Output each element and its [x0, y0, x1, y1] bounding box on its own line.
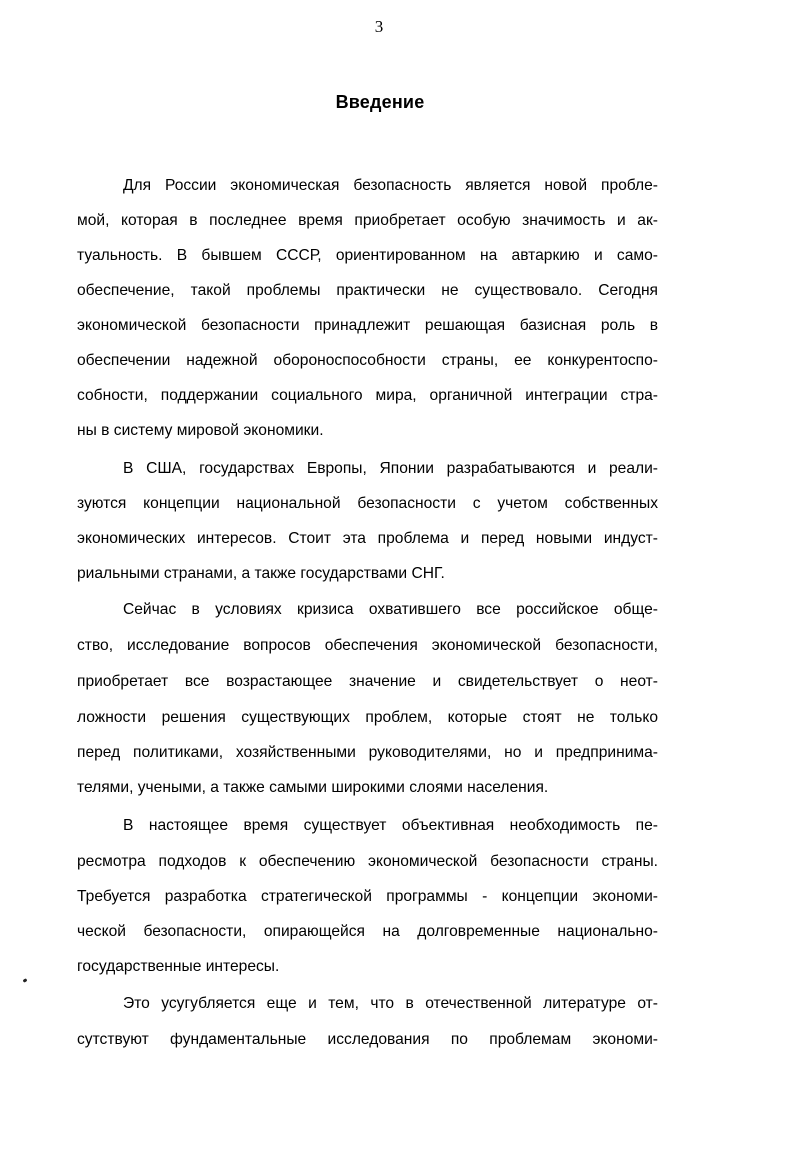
- text-line: ресмотра подходов к обеспечению экономической безопасности страны.: [77, 853, 658, 870]
- text-line: Сейчас в условиях кризиса охватившего все российское обще-: [123, 601, 658, 618]
- text-line: сутствуют фундаментальные исследования по проблемам экономи-: [77, 1031, 658, 1048]
- text-line: туальность. В бывшем СССР, ориентированном на автаркию и само-: [77, 247, 658, 264]
- page-title: Введение: [335, 92, 425, 112]
- text-line: экономической безопасности принадлежит решающая базисная роль в: [77, 317, 658, 334]
- text-line: В настоящее время существует объективная необходимость пе-: [123, 817, 658, 834]
- text-line: ство, исследование вопросов обеспечения экономической безопасности,: [77, 637, 658, 654]
- text-line: собности, поддержании социального мира, органичной интеграции стра-: [77, 387, 658, 404]
- text-line: экономических интересов. Стоит эта проблема и перед новыми индуст-: [77, 530, 658, 547]
- scan-speck: [23, 978, 28, 983]
- text-line: перед политиками, хозяйственными руководителями, но и предпринима-: [77, 744, 658, 761]
- text-line: ческой безопасности, опирающейся на долговременные национально-: [77, 923, 658, 940]
- text-line: зуются концепции национальной безопасности с учетом собственных: [77, 495, 658, 512]
- page-number: 3: [374, 17, 384, 36]
- text-line: обеспечение, такой проблемы практически не существовало. Сегодня: [77, 282, 658, 299]
- text-line: мой, которая в последнее время приобретает особую значимость и ак-: [77, 212, 658, 229]
- text-line: Требуется разработка стратегической программы - концепции экономи-: [77, 888, 658, 905]
- text-line: Это усугубляется еще и тем, что в отечественной литературе от-: [123, 995, 658, 1012]
- text-line: Для России экономическая безопасность является новой пробле-: [123, 177, 658, 194]
- text-line: ложности решения существующих проблем, которые стоят не только: [77, 709, 658, 726]
- text-line: ны в систему мировой экономики.: [77, 422, 324, 439]
- text-line: обеспечении надежной обороноспособности страны, ее конкурентоспо-: [77, 352, 658, 369]
- text-line: риальными странами, а также государствами СНГ.: [77, 565, 445, 582]
- text-line: телями, учеными, а также самыми широкими слоями населения.: [77, 779, 549, 796]
- text-line: В США, государствах Европы, Японии разрабатываются и реали-: [123, 460, 658, 477]
- text-line: государственные интересы.: [77, 958, 280, 975]
- text-line: приобретает все возрастающее значение и свидетельствует о неот-: [77, 673, 658, 690]
